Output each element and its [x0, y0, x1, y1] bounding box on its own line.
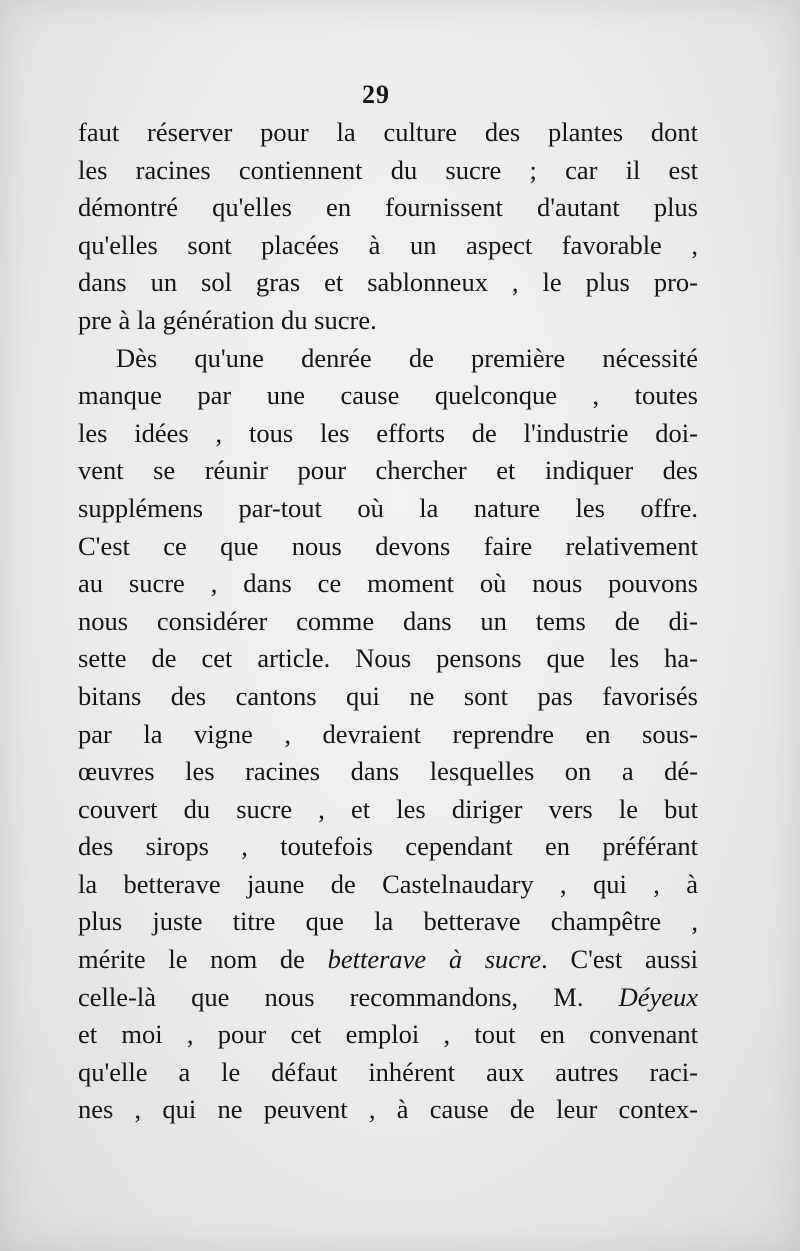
- text-line: dans un sol gras et sablonneux , le plus pro-: [78, 267, 698, 298]
- text-line-with-italic: [78, 979, 698, 1017]
- text-line: vent se réunir pour chercher et indiquer des: [78, 455, 698, 486]
- italic-name: Déyeux: [618, 981, 698, 1012]
- body-text: [78, 114, 698, 1129]
- text-line: faut réserver pour la culture des plantes dont: [78, 117, 698, 147]
- text-line: nous considérer comme dans un tems de di-: [78, 605, 698, 636]
- text-line: au sucre , dans ce moment où nous pouvons: [78, 568, 698, 599]
- text-line: plus juste titre que la betterave champêtre ,: [78, 906, 698, 937]
- text-line: nes , qui ne peuvent , à cause de leur contex-: [78, 1094, 698, 1125]
- text-line: la betterave jaune de Castelnaudary , qui , à: [78, 868, 698, 899]
- text-line: sette de cet article. Nous pensons que les ha-: [78, 643, 698, 674]
- text-line-with-italic: [78, 941, 698, 979]
- text-line: qu'elles sont placées à un aspect favorable ,: [78, 229, 698, 260]
- line-text-segment: . C'est aussi: [541, 944, 698, 975]
- text-line: les racines contiennent du sucre ; car il est: [78, 154, 698, 185]
- text-line: par la vigne , devraient reprendre en sous-: [78, 718, 698, 749]
- text-line: supplémens par-tout où la nature les offre.: [78, 492, 698, 523]
- text-line: bitans des cantons qui ne sont pas favorisés: [78, 680, 698, 711]
- text-line: qu'elle a le défaut inhérent aux autres raci-: [78, 1056, 698, 1087]
- text-line: C'est ce que nous devons faire relativement: [78, 530, 698, 561]
- text-line: manque par une cause quelconque , toutes: [78, 380, 698, 411]
- italic-term: betterave à sucre: [327, 944, 542, 975]
- paragraph-start-line: Dès qu'une denrée de première nécessité: [116, 342, 698, 373]
- text-line: des sirops , toutefois cependant en préférant: [78, 831, 698, 862]
- text-line: démontré qu'elles en fournissent d'autant plus: [78, 192, 698, 223]
- text-line: pre à la génération du sucre.: [78, 304, 377, 335]
- text-line: couvert du sucre , et les diriger vers le but: [78, 793, 698, 824]
- text-line: les idées , tous les efforts de l'industrie doi-: [78, 417, 698, 448]
- text-line: œuvres les racines dans lesquelles on a dé-: [78, 756, 698, 787]
- line-text-segment: celle-là que nous recommandons, M.: [78, 981, 619, 1012]
- text-line: et moi , pour cet emploi , tout en convenant: [78, 1019, 698, 1050]
- line-text-segment: mérite le nom de: [78, 944, 328, 975]
- page-number: 29: [362, 80, 390, 109]
